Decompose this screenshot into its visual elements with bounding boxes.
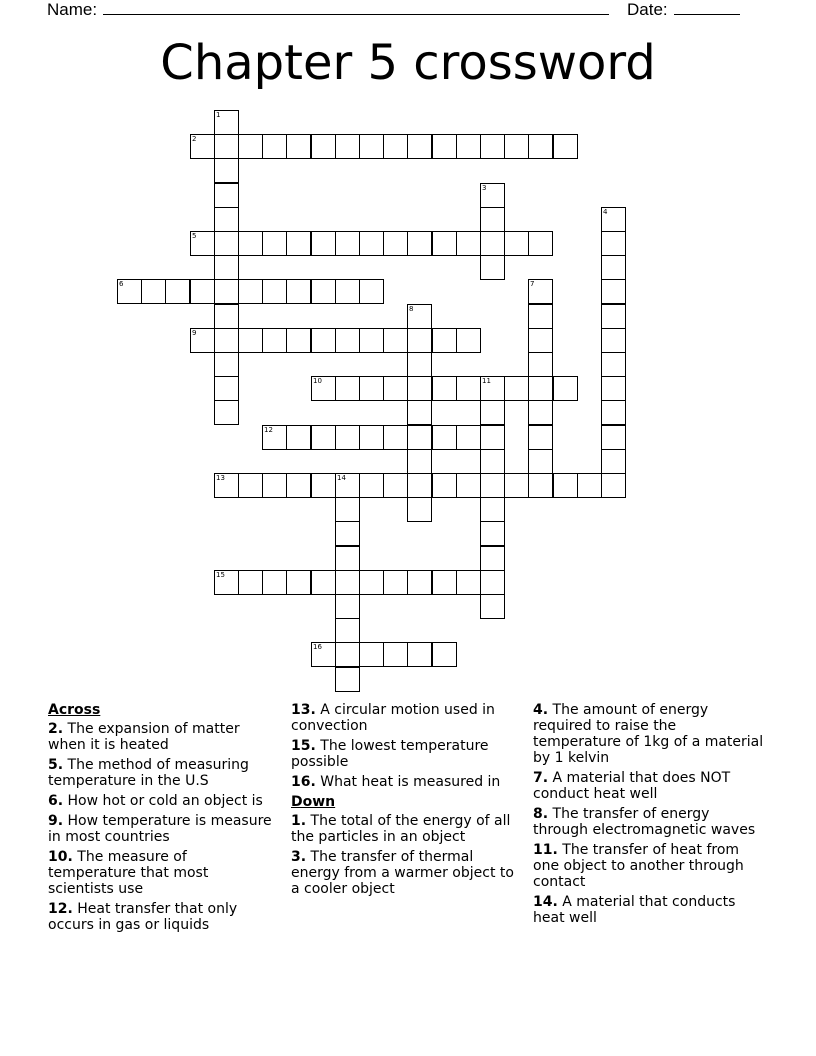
grid-cell[interactable]	[480, 473, 505, 498]
clue-text: The method of measuring temperature in the U.S	[48, 757, 249, 789]
clue-number: 5.	[48, 757, 64, 773]
clue-item	[48, 721, 278, 753]
clue-text: The total of the energy of all the particles in an object	[291, 813, 511, 845]
grid-cell[interactable]	[407, 642, 432, 667]
cell-number: 3	[482, 184, 487, 192]
name-line[interactable]	[103, 0, 609, 15]
grid-cell[interactable]	[407, 473, 432, 498]
grid-cell[interactable]	[262, 279, 287, 304]
clue-item	[291, 774, 521, 790]
grid-cell[interactable]	[214, 328, 239, 353]
clue-item	[48, 901, 278, 933]
grid-cell[interactable]	[432, 231, 457, 256]
page-title: Chapter 5 crossword	[160, 35, 656, 91]
grid-cell[interactable]	[480, 207, 505, 232]
clues-column-2	[291, 702, 521, 901]
grid-cell[interactable]	[311, 376, 336, 401]
clue-text: The amount of energy required to raise the temperature of 1kg of a material by 1 kelvin	[533, 702, 764, 766]
grid-cell[interactable]	[311, 642, 336, 667]
grid-cell[interactable]	[359, 376, 384, 401]
clue-text: The expansion of matter when it is heated	[48, 721, 240, 753]
grid-cell[interactable]	[456, 570, 481, 595]
clue-number: 9.	[48, 813, 64, 829]
grid-cell[interactable]	[504, 376, 529, 401]
grid-cell[interactable]	[456, 473, 481, 498]
clue-number: 1.	[291, 813, 307, 829]
clue-text: Heat transfer that only occurs in gas or liquids	[48, 901, 238, 933]
grid-cell[interactable]	[262, 425, 287, 450]
grid-cell[interactable]	[286, 328, 311, 353]
cell-number: 5	[192, 232, 197, 240]
grid-cell[interactable]	[601, 400, 626, 425]
grid-cell[interactable]	[214, 134, 239, 159]
grid-cell[interactable]	[383, 425, 408, 450]
clue-item	[291, 738, 521, 770]
grid-cell[interactable]	[335, 521, 360, 546]
grid-cell[interactable]	[601, 231, 626, 256]
grid-cell[interactable]	[407, 231, 432, 256]
grid-cell[interactable]	[359, 231, 384, 256]
grid-cell[interactable]	[286, 425, 311, 450]
grid-cell[interactable]	[238, 134, 263, 159]
grid-cell[interactable]	[190, 231, 215, 256]
clue-number: 12.	[48, 901, 73, 917]
grid-cell[interactable]	[383, 328, 408, 353]
grid-cell[interactable]	[262, 231, 287, 256]
grid-cell[interactable]	[480, 255, 505, 280]
grid-cell[interactable]	[335, 376, 360, 401]
clue-text: The measure of temperature that most scientists use	[48, 849, 209, 897]
grid-cell[interactable]	[504, 473, 529, 498]
grid-cell[interactable]	[359, 642, 384, 667]
grid-cell[interactable]	[311, 279, 336, 304]
grid-cell[interactable]	[456, 425, 481, 450]
grid-cell[interactable]	[214, 207, 239, 232]
grid-cell[interactable]	[214, 110, 239, 135]
clue-item	[48, 757, 278, 789]
grid-cell[interactable]	[553, 376, 578, 401]
grid-cell[interactable]	[335, 425, 360, 450]
grid-cell[interactable]	[577, 473, 602, 498]
grid-cell[interactable]	[238, 570, 263, 595]
grid-cell[interactable]	[335, 134, 360, 159]
cell-number: 6	[119, 280, 124, 288]
grid-cell[interactable]	[480, 183, 505, 208]
grid-cell[interactable]	[601, 207, 626, 232]
grid-cell[interactable]	[359, 425, 384, 450]
clue-item	[291, 813, 521, 845]
grid-cell[interactable]	[262, 328, 287, 353]
grid-cell[interactable]	[214, 304, 239, 329]
grid-cell[interactable]	[262, 473, 287, 498]
grid-cell[interactable]	[407, 134, 432, 159]
clue-number: 7.	[533, 770, 549, 786]
grid-cell[interactable]	[311, 425, 336, 450]
grid-cell[interactable]	[480, 497, 505, 522]
grid-cell[interactable]	[407, 352, 432, 377]
grid-cell[interactable]	[335, 546, 360, 571]
clue-item	[48, 793, 278, 809]
grid-cell[interactable]	[480, 400, 505, 425]
grid-cell[interactable]	[528, 304, 553, 329]
clue-number: 6.	[48, 793, 64, 809]
grid-cell[interactable]	[214, 231, 239, 256]
grid-cell[interactable]	[432, 642, 457, 667]
grid-cell[interactable]	[214, 376, 239, 401]
grid-cell[interactable]	[528, 400, 553, 425]
grid-cell[interactable]	[601, 376, 626, 401]
clue-text: The transfer of thermal energy from a warmer object to a cooler object	[291, 849, 514, 897]
grid-cell[interactable]	[335, 570, 360, 595]
clue-text: How hot or cold an object is	[63, 793, 263, 809]
grid-cell[interactable]	[456, 231, 481, 256]
cell-number: 11	[482, 377, 491, 385]
grid-cell[interactable]	[383, 376, 408, 401]
grid-cell[interactable]	[480, 231, 505, 256]
clues-column-3	[533, 702, 768, 930]
grid-cell[interactable]	[480, 570, 505, 595]
grid-cell[interactable]	[214, 279, 239, 304]
grid-cell[interactable]	[480, 449, 505, 474]
grid-cell[interactable]	[528, 352, 553, 377]
clue-number: 16.	[291, 774, 316, 790]
grid-cell[interactable]	[480, 376, 505, 401]
grid-cell[interactable]	[432, 570, 457, 595]
grid-cell[interactable]	[141, 279, 166, 304]
grid-cell[interactable]	[528, 449, 553, 474]
cell-number: 10	[313, 377, 322, 385]
grid-cell[interactable]	[601, 328, 626, 353]
grid-cell[interactable]	[504, 231, 529, 256]
grid-cell[interactable]	[311, 328, 336, 353]
grid-cell[interactable]	[359, 134, 384, 159]
name-label: Name:	[47, 0, 98, 19]
grid-cell[interactable]	[335, 667, 360, 692]
clue-text: How temperature is measure in most countries	[48, 813, 272, 845]
grid-cell[interactable]	[407, 304, 432, 329]
grid-cell[interactable]	[383, 570, 408, 595]
clue-number: 14.	[533, 894, 558, 910]
grid-cell[interactable]	[214, 158, 239, 183]
clue-text: A material that conducts heat well	[533, 894, 736, 926]
grid-cell[interactable]	[432, 134, 457, 159]
grid-cell[interactable]	[553, 473, 578, 498]
grid-cell[interactable]	[311, 231, 336, 256]
across-heading: Across	[48, 702, 101, 718]
clue-item	[48, 813, 278, 845]
grid-cell[interactable]	[456, 328, 481, 353]
clue-number: 2.	[48, 721, 64, 737]
grid-cell[interactable]	[238, 328, 263, 353]
grid-cell[interactable]	[407, 400, 432, 425]
grid-cell[interactable]	[407, 425, 432, 450]
grid-cell[interactable]	[504, 134, 529, 159]
clue-number: 10.	[48, 849, 73, 865]
grid-cell[interactable]	[238, 279, 263, 304]
grid-cell[interactable]	[262, 570, 287, 595]
grid-cell[interactable]	[553, 134, 578, 159]
grid-cell[interactable]	[311, 570, 336, 595]
grid-cell[interactable]	[601, 449, 626, 474]
clue-number: 13.	[291, 702, 316, 718]
grid-cell[interactable]	[311, 473, 336, 498]
cell-number: 1	[216, 111, 221, 119]
grid-cell[interactable]	[335, 594, 360, 619]
date-line[interactable]	[674, 0, 740, 15]
grid-cell[interactable]	[335, 642, 360, 667]
grid-cell[interactable]	[601, 304, 626, 329]
grid-cell[interactable]	[601, 352, 626, 377]
grid-cell[interactable]	[165, 279, 190, 304]
grid-cell[interactable]	[601, 255, 626, 280]
grid-cell[interactable]	[286, 134, 311, 159]
grid-cell[interactable]	[456, 134, 481, 159]
cell-number: 12	[264, 426, 273, 434]
grid-cell[interactable]	[262, 134, 287, 159]
grid-cell[interactable]	[117, 279, 142, 304]
clue-text: The lowest temperature possible	[291, 738, 489, 770]
cell-number: 4	[603, 208, 608, 216]
grid-cell[interactable]	[214, 352, 239, 377]
grid-cell[interactable]	[528, 328, 553, 353]
clue-number: 8.	[533, 806, 549, 822]
clue-text: A material that does NOT conduct heat well	[533, 770, 731, 802]
grid-cell[interactable]	[528, 279, 553, 304]
grid-cell[interactable]	[432, 473, 457, 498]
cell-number: 16	[313, 643, 322, 651]
grid-cell[interactable]	[601, 279, 626, 304]
grid-cell[interactable]	[480, 521, 505, 546]
grid-cell[interactable]	[480, 546, 505, 571]
grid-cell[interactable]	[286, 279, 311, 304]
clue-item	[533, 894, 768, 926]
cell-number: 7	[530, 280, 535, 288]
grid-cell[interactable]	[335, 497, 360, 522]
cell-number: 9	[192, 329, 197, 337]
grid-cell[interactable]	[528, 134, 553, 159]
grid-cell[interactable]	[190, 328, 215, 353]
grid-cell[interactable]	[383, 231, 408, 256]
grid-cell[interactable]	[480, 425, 505, 450]
grid-cell[interactable]	[359, 473, 384, 498]
clue-item	[533, 702, 768, 766]
clue-item	[48, 849, 278, 897]
clue-item	[291, 849, 521, 897]
clue-number: 3.	[291, 849, 307, 865]
cell-number: 13	[216, 474, 225, 482]
date-field[interactable]	[627, 0, 740, 19]
grid-cell[interactable]	[335, 473, 360, 498]
grid-cell[interactable]	[528, 473, 553, 498]
grid-cell[interactable]	[335, 328, 360, 353]
clue-text: The transfer of heat from one object to another through contact	[533, 842, 744, 890]
grid-cell[interactable]	[456, 376, 481, 401]
grid-cell[interactable]	[359, 328, 384, 353]
down-heading: Down	[291, 794, 336, 810]
grid-cell[interactable]	[601, 425, 626, 450]
clue-number: 15.	[291, 738, 316, 754]
clue-text: What heat is measured in	[315, 774, 501, 790]
name-field[interactable]	[47, 0, 609, 19]
grid-cell[interactable]	[214, 473, 239, 498]
clue-text: A circular motion used in convection	[291, 702, 495, 734]
clue-number: 4.	[533, 702, 549, 718]
grid-cell[interactable]	[190, 279, 215, 304]
cell-number: 15	[216, 571, 225, 579]
grid-cell[interactable]	[335, 231, 360, 256]
clue-item	[533, 842, 768, 890]
clue-item	[533, 806, 768, 838]
grid-cell[interactable]	[601, 473, 626, 498]
clue-item	[533, 770, 768, 802]
grid-cell[interactable]	[286, 231, 311, 256]
grid-cell[interactable]	[214, 400, 239, 425]
grid-cell[interactable]	[480, 134, 505, 159]
grid-cell[interactable]	[214, 570, 239, 595]
grid-cell[interactable]	[528, 425, 553, 450]
grid-cell[interactable]	[286, 570, 311, 595]
grid-cell[interactable]	[190, 134, 215, 159]
grid-cell[interactable]	[528, 231, 553, 256]
grid-cell[interactable]	[335, 618, 360, 643]
grid-cell[interactable]	[383, 473, 408, 498]
grid-cell[interactable]	[335, 279, 360, 304]
date-label: Date:	[627, 0, 668, 19]
grid-cell[interactable]	[286, 473, 311, 498]
grid-cell[interactable]	[432, 328, 457, 353]
clue-text: The transfer of energy through electromagnetic waves	[533, 806, 756, 838]
grid-cell[interactable]	[480, 594, 505, 619]
grid-cell[interactable]	[311, 134, 336, 159]
grid-cell[interactable]	[407, 497, 432, 522]
grid-cell[interactable]	[238, 231, 263, 256]
grid-cell[interactable]	[407, 328, 432, 353]
grid-cell[interactable]	[432, 425, 457, 450]
clue-number: 11.	[533, 842, 558, 858]
grid-cell[interactable]	[383, 642, 408, 667]
grid-cell[interactable]	[407, 449, 432, 474]
grid-cell[interactable]	[407, 376, 432, 401]
grid-cell[interactable]	[432, 376, 457, 401]
clue-item	[291, 702, 521, 734]
grid-cell[interactable]	[359, 570, 384, 595]
grid-cell[interactable]	[214, 183, 239, 208]
cell-number: 8	[409, 305, 414, 313]
grid-cell[interactable]	[407, 570, 432, 595]
cell-number: 14	[337, 474, 346, 482]
grid-cell[interactable]	[359, 279, 384, 304]
grid-cell[interactable]	[238, 473, 263, 498]
grid-cell[interactable]	[214, 255, 239, 280]
cell-number: 2	[192, 135, 197, 143]
grid-cell[interactable]	[383, 134, 408, 159]
clues-column-1	[48, 702, 278, 937]
grid-cell[interactable]	[528, 376, 553, 401]
